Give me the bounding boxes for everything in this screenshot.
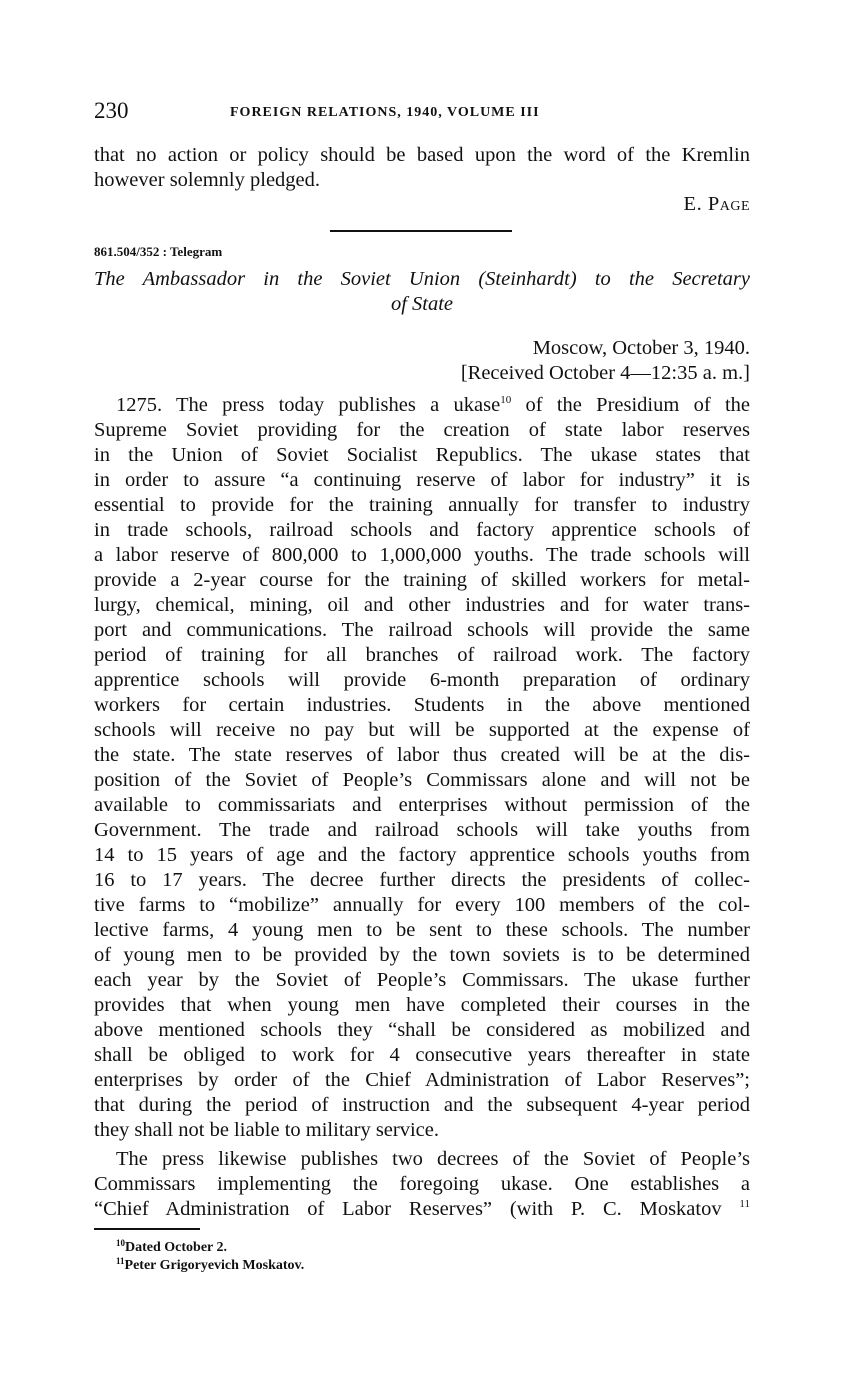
body-line: that during the period of instruction and the subsequent 4-year period bbox=[94, 1094, 750, 1116]
footnote bbox=[116, 1258, 304, 1274]
section-divider bbox=[330, 230, 512, 232]
body-line: the state. The state reserves of labor thus created will be at the dis- bbox=[94, 744, 750, 766]
footnote-text: Dated October 2. bbox=[125, 1240, 227, 1255]
footnote bbox=[116, 1240, 227, 1256]
carryover-line: that no action or policy should be based upon the word of the Kremlin bbox=[94, 144, 750, 166]
body-line: in the Union of Soviet Socialist Republics. The ukase states that bbox=[94, 444, 750, 466]
body-line: essential to provide for the training annually for transfer to industry bbox=[94, 494, 750, 516]
body-line: of young men to be provided by the town soviets is to be determined bbox=[94, 944, 750, 966]
footnote-text: Peter Grigoryevich Moskatov. bbox=[124, 1258, 305, 1273]
body-line: Government. The trade and railroad schools will take youths from bbox=[94, 819, 750, 841]
body-line: they shall not be liable to military service. bbox=[94, 1119, 439, 1141]
body-line: schools will receive no pay but will be supported at the expense of bbox=[94, 719, 750, 741]
body-line: provide a 2-year course for the training of skilled workers for metal- bbox=[94, 569, 750, 591]
place-date: Moscow, October 3, 1940. bbox=[532, 337, 750, 359]
body-line: 14 to 15 years of age and the factory apprentice schools youths from bbox=[94, 844, 750, 866]
body-line: available to commissariats and enterprises without permission of the bbox=[94, 794, 750, 816]
footnote-ref: 11 bbox=[739, 1198, 750, 1210]
document-title: of State bbox=[390, 293, 454, 315]
body-line: port and communications. The railroad schools will provide the same bbox=[94, 619, 750, 641]
body-line: above mentioned schools they “shall be considered as mobilized and bbox=[94, 1019, 750, 1041]
footnote-ref: 10 bbox=[500, 394, 512, 406]
page-number: 230 bbox=[94, 98, 129, 123]
body-line: 16 to 17 years. The decree further directs the presidents of collec- bbox=[94, 869, 750, 891]
body-line: each year by the Soviet of People’s Commissars. The ukase further bbox=[94, 969, 750, 991]
body-line: in order to assure “a continuing reserve of labor for industry” it is bbox=[94, 469, 750, 491]
body-line: in trade schools, railroad schools and factory apprentice schools of bbox=[94, 519, 750, 541]
document-title: The Ambassador in the Soviet Union (Steinhardt) to the Secretary bbox=[94, 268, 750, 290]
footnote-mark: 11 bbox=[116, 1256, 125, 1266]
footnote-divider bbox=[94, 1228, 200, 1230]
body-line: enterprises by order of the Chief Administration of Labor Reserves”; bbox=[94, 1069, 750, 1091]
body-line: position of the Soviet of People’s Commissars alone and will not be bbox=[94, 769, 750, 791]
file-id: 861.504/352 : Telegram bbox=[94, 244, 223, 259]
received-note: [Received October 4—12:35 a. m.] bbox=[460, 362, 750, 384]
body-line: lurgy, chemical, mining, oil and other industries and for water trans- bbox=[94, 594, 750, 616]
body-line: shall be obliged to work for 4 consecutive years thereafter in state bbox=[94, 1044, 750, 1066]
body-line: tive farms to “mobilize” annually for every 100 members of the col- bbox=[94, 894, 750, 916]
footnote-mark: 10 bbox=[116, 1238, 125, 1248]
body-line: lective farms, 4 young men to be sent to these schools. The number bbox=[94, 919, 750, 941]
running-head: FOREIGN RELATIONS, 1940, VOLUME III bbox=[230, 105, 540, 120]
body-line: period of training for all branches of railroad work. The factory bbox=[94, 644, 750, 666]
body-line: “Chief Administration of Labor Reserves” (with P. C. Moskatov $^{11}$ bbox=[94, 1198, 750, 1220]
body-line: provides that when young men have completed their courses in the bbox=[94, 994, 750, 1016]
body-line: Supreme Soviet providing for the creation of state labor reserves bbox=[94, 419, 750, 441]
body-line: 1275. The press today publishes a ukase$^{10}$ of the Presidium of the bbox=[116, 394, 750, 416]
carryover-line: however solemnly pledged. bbox=[94, 169, 321, 191]
body-line: The press likewise publishes two decrees of the Soviet of People’s bbox=[116, 1148, 750, 1170]
body-line: apprentice schools will provide 6-month preparation of ordinary bbox=[94, 669, 750, 691]
body-line: Commissars implementing the foregoing ukase. One establishes a bbox=[94, 1173, 750, 1195]
signature: E. Page bbox=[683, 193, 750, 215]
page-header bbox=[94, 98, 750, 126]
body-line: a labor reserve of 800,000 to 1,000,000 youths. The trade schools will bbox=[94, 544, 750, 566]
body-line: workers for certain industries. Students in the above mentioned bbox=[94, 694, 750, 716]
